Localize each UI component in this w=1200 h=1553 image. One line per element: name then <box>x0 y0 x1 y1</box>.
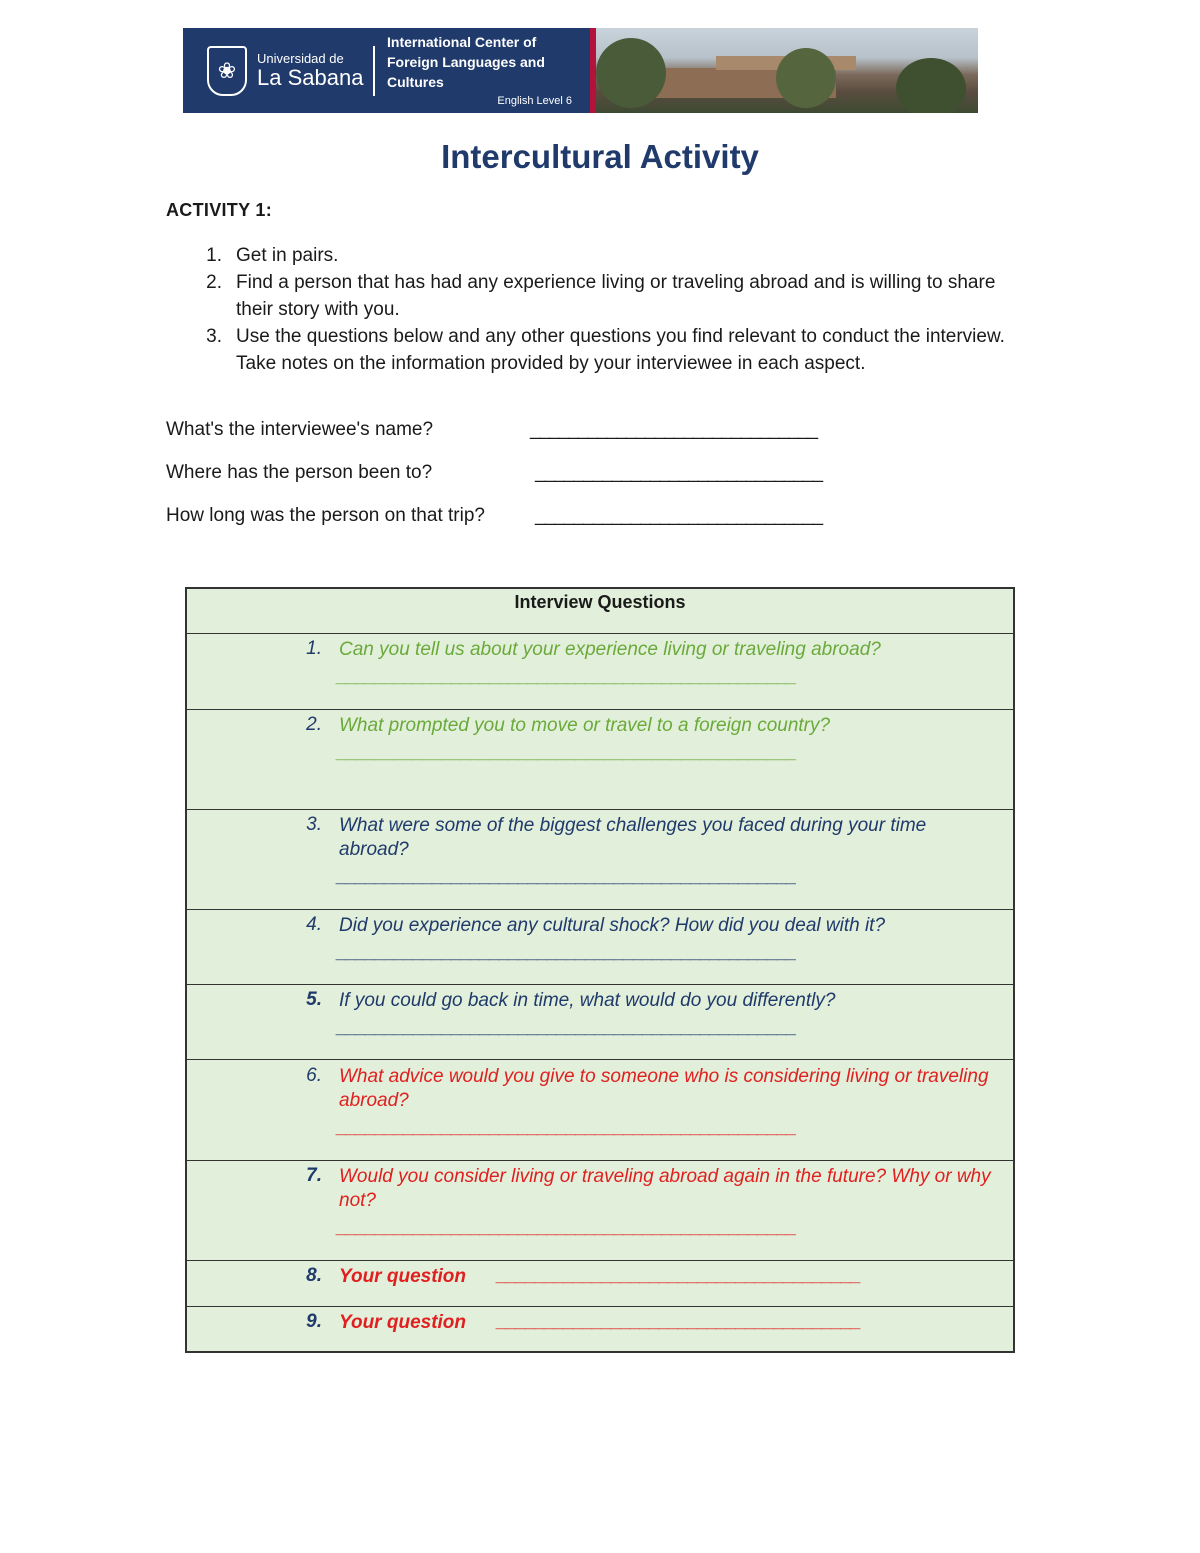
interviewee-name-label: What's the interviewee's name? <box>166 419 434 440</box>
answer-field[interactable]: ________________________________________________ <box>337 942 797 963</box>
campus-photo <box>596 28 978 113</box>
table-row: 4. Did you experience any cultural shock? How did you deal with it? ________________________________________________ <box>187 910 1013 985</box>
answer-field[interactable]: ________________________________________________ <box>337 666 797 687</box>
center-name: International Center of Foreign Languages and Cultures <box>387 34 545 90</box>
table-row: 7. Would you consider living or traveling abroad again in the future? Why or why not? ________________________________________________ <box>187 1161 1013 1261</box>
university-name-big: La Sabana <box>257 64 364 90</box>
center-block <box>375 28 590 113</box>
interview-questions-table <box>185 587 1015 1353</box>
answer-field[interactable]: ________________________________________________ <box>337 1017 797 1038</box>
university-logo <box>183 28 373 113</box>
list-item: 2. Find a person that has had any experience living or traveling abroad and is willing to share their story with you. <box>206 272 996 320</box>
table-header: Interview Questions <box>187 589 1013 634</box>
table-row: 6. What advice would you give to someone who is considering living or traveling abroad? ________________________________________________ <box>187 1060 1013 1161</box>
destination-field[interactable]: ______________________________ <box>535 462 823 483</box>
university-name-small: Universidad de <box>257 51 344 67</box>
list-item: 3. Use the questions below and any other questions you find relevant to conduct the interview. Take notes on the information provided by your interviewee in each aspect. <box>206 326 1005 374</box>
destination-label: Where has the person been to? <box>166 462 433 483</box>
table-row: 5. If you could go back in time, what would do you differently? ________________________________________________ <box>187 985 1013 1060</box>
page-title: Intercultural Activity <box>441 138 759 175</box>
interviewee-name-field[interactable]: ______________________________ <box>530 419 818 440</box>
your-question-field[interactable]: ______________________________________ <box>497 1311 861 1332</box>
activity-heading: ACTIVITY 1: <box>166 200 272 220</box>
answer-field[interactable]: ________________________________________________ <box>337 742 797 763</box>
table-row: 9. Your question ______________________________________ <box>306 1311 861 1333</box>
trip-length-label: How long was the person on that trip? <box>166 505 485 526</box>
university-crest-icon: ❀ <box>207 46 247 96</box>
trip-length-field[interactable]: ______________________________ <box>535 505 823 526</box>
english-level: English Level 6 <box>497 95 572 107</box>
your-question-field[interactable]: ______________________________________ <box>497 1265 861 1286</box>
answer-field[interactable]: ________________________________________________ <box>337 866 797 887</box>
table-row: 3. What were some of the biggest challenges you faced during your time abroad? ________________________________________________ <box>187 810 1013 910</box>
answer-field[interactable]: ________________________________________________ <box>337 1117 797 1138</box>
header-banner <box>183 28 978 113</box>
steps-list <box>166 242 1026 377</box>
answer-field[interactable]: ________________________________________________ <box>337 1217 797 1238</box>
table-row: 1. Can you tell us about your experience living or traveling abroad? ________________________________________________ <box>187 634 1013 710</box>
table-row: 2. What prompted you to move or travel to a foreign country? ________________________________________________ <box>187 710 1013 810</box>
list-item: 1. Get in pairs. <box>206 245 339 266</box>
table-row: 8. Your question ______________________________________ <box>187 1261 1013 1307</box>
